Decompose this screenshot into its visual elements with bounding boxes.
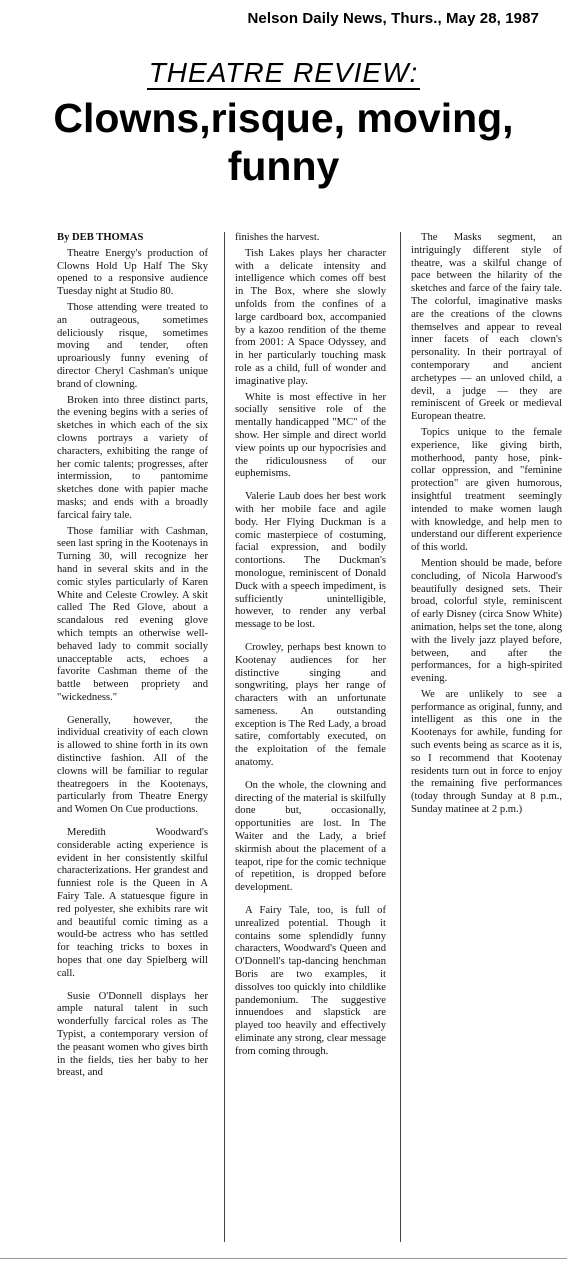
dateline: Nelson Daily News, Thurs., May 28, 1987 — [247, 10, 539, 27]
paragraph: Broken into three distinct parts, the evening begins with a series of sketches in which each of the six clowns portrays a variety of characters, exhibiting the range of her comic talents; progresses, after intermission, to pantomime sketches done with papier mache masks; and ends with a broadly farcical fairy tale. — [57, 394, 208, 521]
column-divider — [224, 232, 225, 1242]
article-body — [57, 232, 562, 1242]
section-kicker — [0, 57, 567, 89]
paragraph: White is most effective in her socially sensitive role of the mentally handicapped "MC" of the show. Her simple and direct world view points up our hypocrisies and the ridiculousness of our euphemisms. — [235, 391, 386, 480]
column-2 — [235, 232, 386, 1242]
headline — [0, 94, 567, 190]
paragraph: Susie O'Donnell displays her ample natural talent in such wonderfully farcical roles as The Typist, a contemporary version of the peasant women who gives birth in the fields, ties her baby to her breast, and — [57, 990, 208, 1079]
paragraph: Those familiar with Cashman, seen last spring in the Kootenays in Turning 30, will recognize her hand in several skits and in the comic styles particularly of Karen White and Celeste Crowley. A skit called The Red Glove, about a scandalous red evening glove which tempts an otherwise well-behaved lady to commit socially unacceptable acts, echoes a favorite Cashman theme of the battle between propriety and "wickedness." — [57, 525, 208, 703]
byline: By DEB THOMAS — [57, 232, 144, 243]
kicker-text: THEATRE REVIEW: — [148, 57, 419, 88]
paragraph: Tish Lakes plays her character with a delicate intensity and intelligence which comes off best in The Box, where she slowly unfolds from the confines of a large cardboard box, accompanied by a kazoo rendition of the theme from 2001: A Space Odyssey, and in her particularly touching mask role as a child, full of wonder and imaginative play. — [235, 247, 386, 387]
paragraph: We are unlikely to see a performance as original, funny, and intelligent as this one in the Kootenays for awhile, funding for such events being as scarce as it is, so I recommend that Kootenay residents turn out in force to enjoy the remaining five performances (today through Sunday at 8 p.m., Sunday matinee at 2 p.m.) — [411, 688, 562, 816]
headline-line-2: funny — [227, 143, 340, 189]
paragraph: A Fairy Tale, too, is full of unrealized potential. Though it contains some splendidly funny characters, Woodward's Queen and O'Donnell's tap-dancing henchman Boris are two examples, it dissolves too quickly into childlike pandemonium. The suggestive innuendoes and slapstick are played too heavily and effectively eliminate any strong, clear message from coming through. — [235, 905, 386, 1057]
paragraph: Mention should be made, before concluding, of Nicola Harwood's beautifully designed sets. Their broad, colorful style, reminiscent of early Disney (circa Snow White) animation, helps set the tone, along with the lively jazz played before, between, and after the performances, for a high-spirited evening. — [411, 557, 562, 685]
column-1 — [57, 232, 208, 1242]
paragraph: On the whole, the clowning and directing of the material is skilfully done but, occasionally, opportunities are lost. In The Waiter and the Lady, a brief skirmish about the placement of a teapot, ripe for the comic technique of repetition, is dropped before development. — [235, 779, 386, 894]
paragraph: Generally, however, the individual creativity of each clown is allowed to shine forth in its own distinctive fashion. All of the clowns will be familiar to regular theatregoers in the Kootenays, particularly from Theatre Energy and Women On Cue productions. — [57, 714, 208, 816]
paragraph: finishes the harvest. — [235, 232, 320, 243]
column-3 — [411, 232, 562, 1242]
column-divider — [400, 232, 401, 1242]
paragraph: Valerie Laub does her best work with her mobile face and agile body. Her Flying Duckman is a comic masterpiece of costuming, facial expression, and bodily contortions. The Duckman's monologue, reminiscent of Donald Duck with a speech impediment, is sufficiently unintelligible, however, to render any verbal message to be lost. — [235, 491, 386, 631]
paragraph: Theatre Energy's production of Clowns Hold Up Half The Sky opened to a responsive audience Tuesday night at Studio 80. — [57, 247, 208, 298]
paragraph: Those attending were treated to an outrageous, sometimes deliciously risque, sometimes moving and tender, often uproariously funny evening of director Cheryl Cashman's unique brand of clowning. — [57, 301, 208, 390]
headline-line-1: Clowns,risque, moving, — [53, 95, 514, 141]
paragraph: Meredith Woodward's considerable acting experience is evident in her consistently skilful characterizations. Her grandest and funniest role is the Queen in A Fairy Tale. A statuesque figure in red polyester, she exhibits rare wit and beautiful comic timing as a would-be actress who has settled for teaching tricks to boxes in hopes that one day Spielberg will call. — [57, 827, 208, 979]
bottom-border — [0, 1258, 567, 1259]
paragraph: The Masks segment, an intriguingly different style of theatre, was a skilful change of pace between the hilarity of the sketches and farce of the fairy tale. The colorful, imaginative masks are the creations of the clowns themselves and appear to reveal inner facets of each clown's personality. In their portrayal of contemporary and ancient archetypes — an unloved child, a devil, a judge — they are reminiscent of Greek or medieval European theatre. — [411, 232, 562, 423]
paragraph: Crowley, perhaps best known to Kootenay audiences for her distinctive singing and songwriting, plays her range of characters with an unfortunate sameness. An outstanding exception is The Red Lady, a broad satire, comfortably executed, on the exploitation of the female anatomy. — [235, 641, 386, 769]
paragraph: Topics unique to the female experience, like giving birth, motherhood, panty hose, pink-collar oppression, and "feminine protection" are given humorous, insightful treatment seemingly intended to make women laugh with knowledge, and help men to understand our different experience of this world. — [411, 426, 562, 554]
